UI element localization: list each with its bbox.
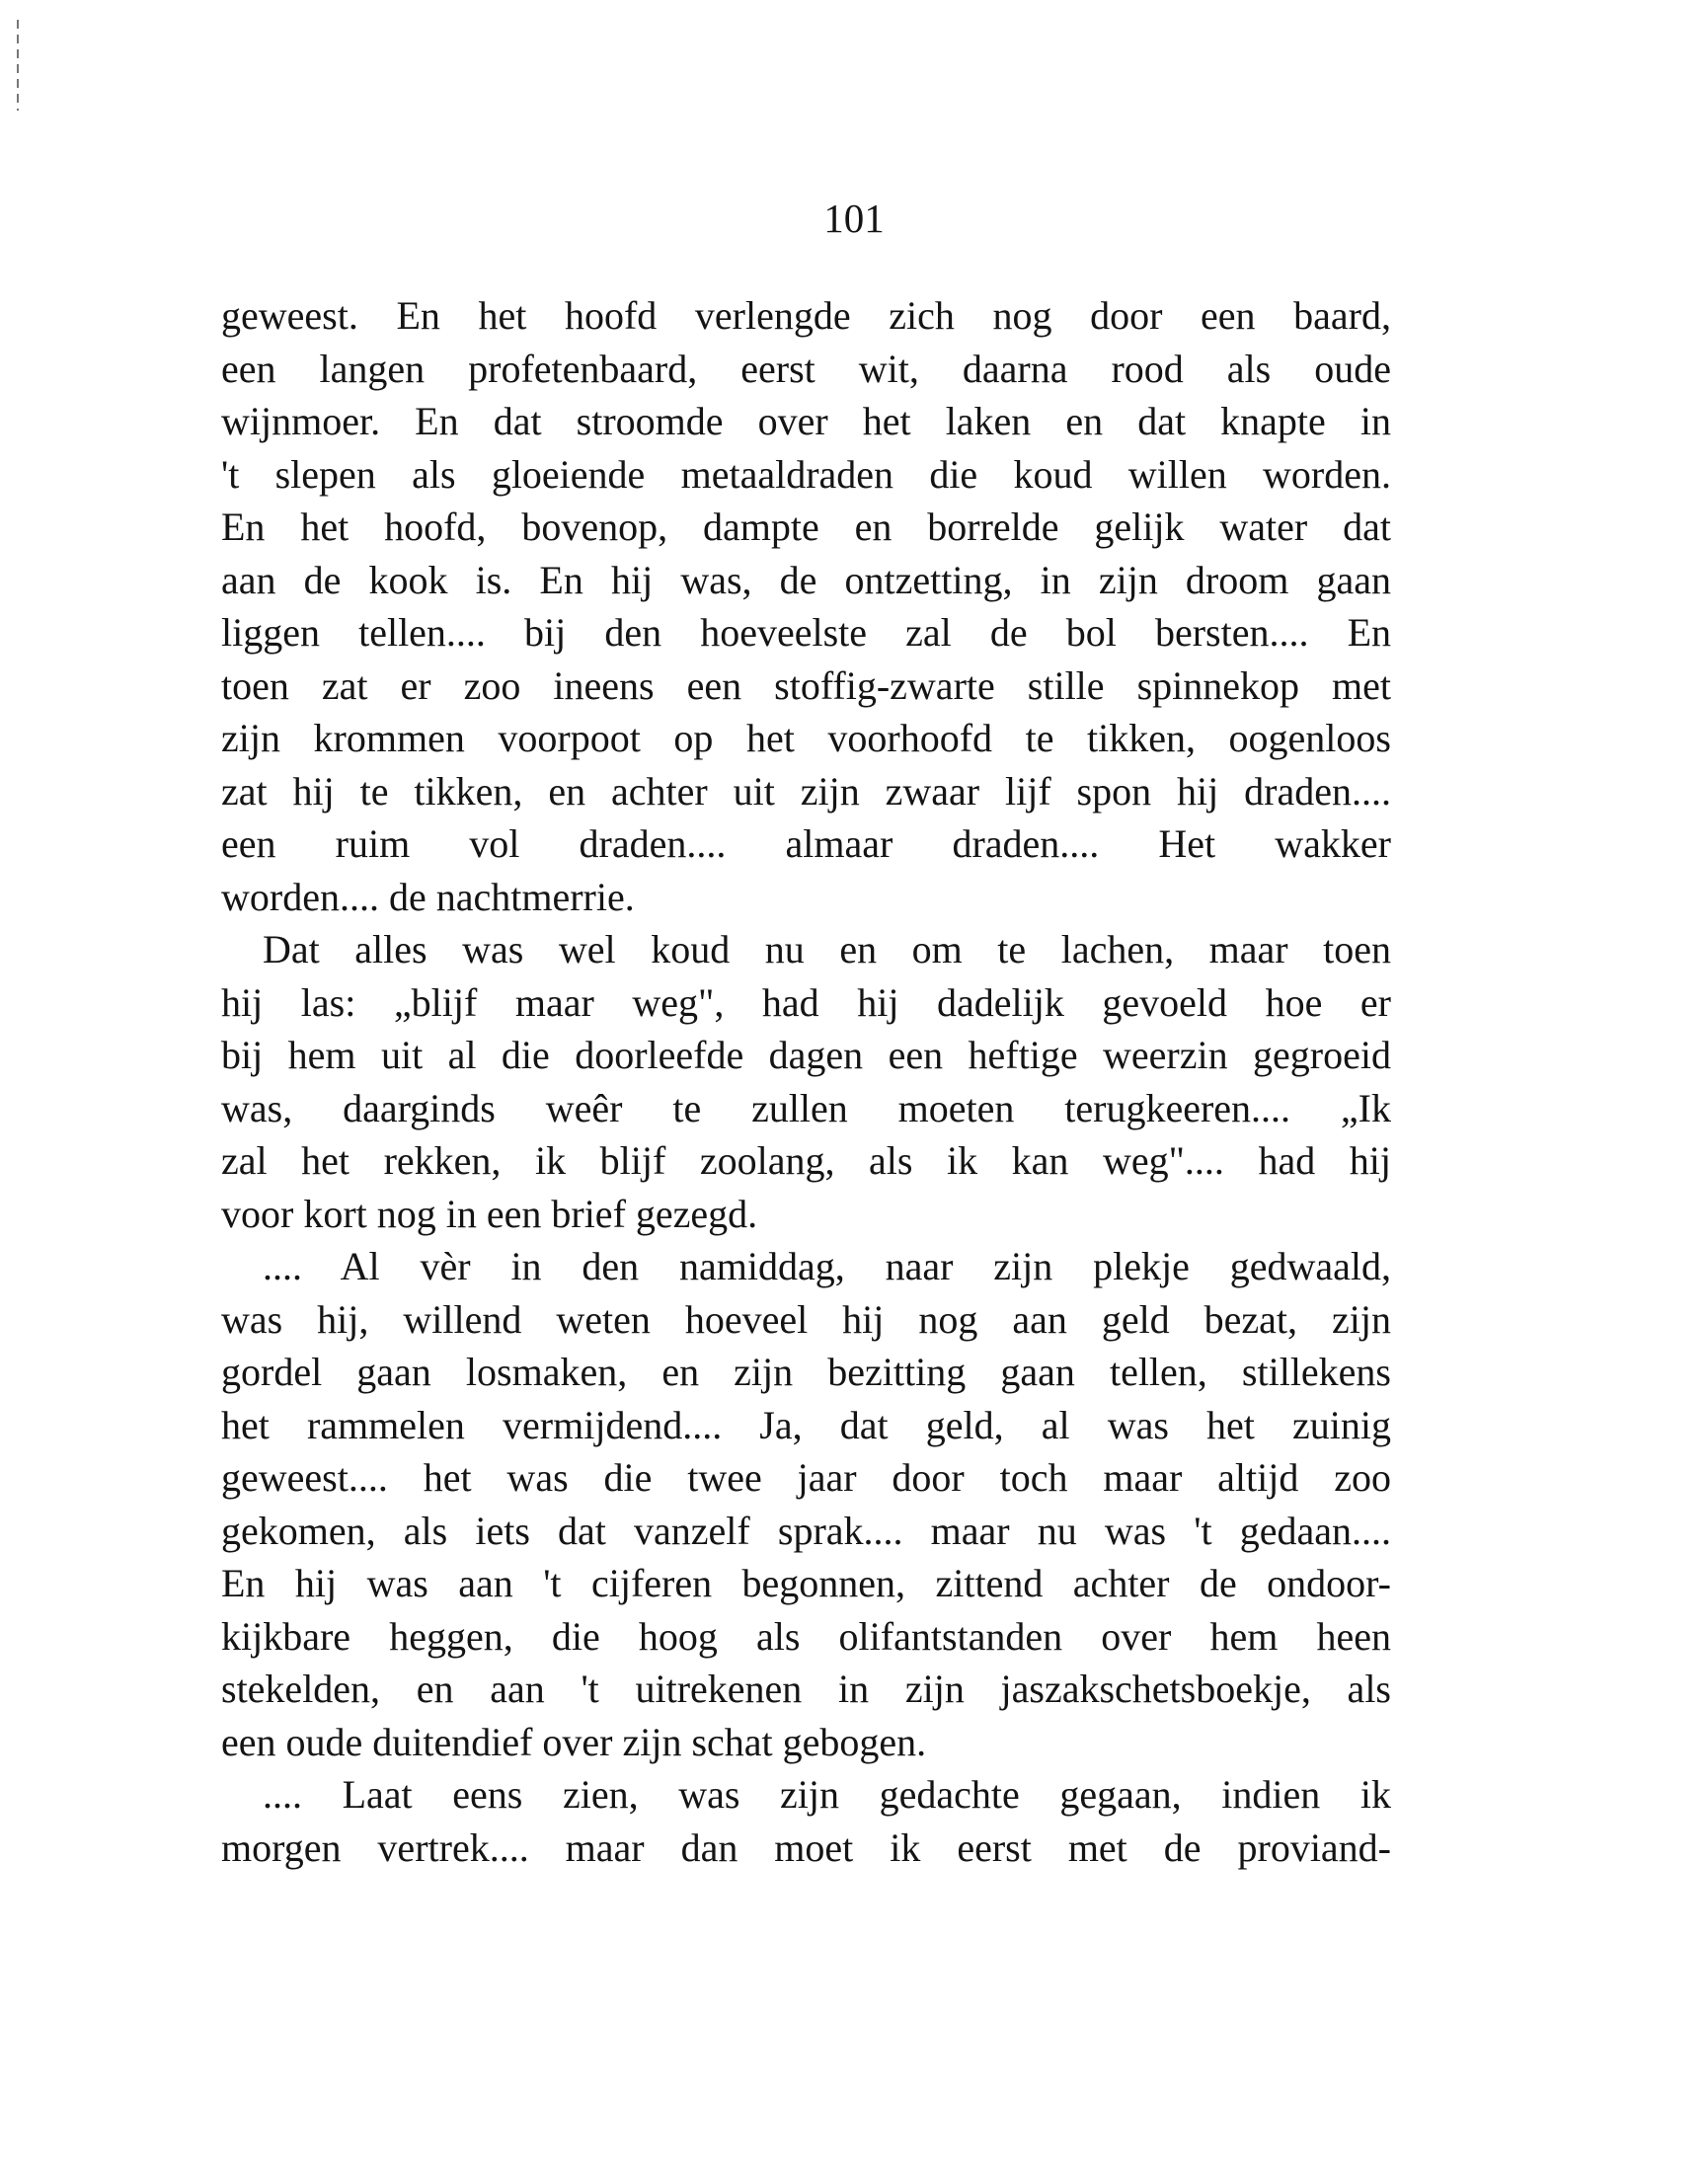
text-line: .... Laat eens zien, was zijn gedachte gegaan, indien ik [263, 1772, 1391, 1817]
paragraph-4 [221, 1768, 1391, 1874]
text-line: 't slepen als gloeiende metaaldraden die koud willen worden. [221, 451, 1391, 497]
text-line: was, daarginds weêr te zullen moeten terugkeeren.... „Ik [221, 1085, 1391, 1130]
text-line: een ruim vol draden.... almaar draden.... Het wakker [221, 821, 1391, 866]
text-line: worden.... de nachtmerrie. [221, 874, 635, 919]
text-line: .... Al vèr in den namiddag, naar zijn plekje gedwaald, [263, 1244, 1391, 1288]
text-line: aan de kook is. En hij was, de ontzetting, in zijn droom gaan [221, 557, 1391, 602]
text-line: morgen vertrek.... maar dan moet ik eerst met de proviand- [221, 1824, 1391, 1870]
text-line: een langen profetenbaard, eerst wit, daarna rood als oude [221, 346, 1391, 391]
text-line: En het hoofd, bovenop, dampte en borrelde gelijk water dat [221, 504, 1391, 549]
text-line: voor kort nog in een brief gezegd. [221, 1191, 758, 1236]
text-line: geweest.... het was die twee jaar door toch maar altijd zoo [221, 1455, 1391, 1500]
text-line: gordel gaan losmaken, en zijn bezitting gaan tellen, stillekens [221, 1350, 1391, 1394]
text-line: hij las: „blijf maar weg", had hij dadelijk gevoeld hoe er [221, 979, 1391, 1025]
text-line: was hij, willend weten hoeveel hij nog aan geld bezat, zijn [221, 1296, 1391, 1342]
text-line: het rammelen vermijdend.... Ja, dat geld, al was het zuinig [221, 1402, 1391, 1447]
text-line: toen zat er zoo ineens een stoffig-zwarte stille spinnekop met [221, 662, 1391, 708]
text-line: zijn krommen voorpoot op het voorhoofd te tikken, oogenloos [221, 716, 1391, 760]
text-line: zat hij te tikken, en achter uit zijn zwaar lijf spon hij draden.... [221, 768, 1391, 814]
page-number: 101 [823, 195, 885, 241]
text-line: wijnmoer. En dat stroomde over het laken en dat knapte in [221, 399, 1391, 443]
text-line: Dat alles was wel koud nu en om te lachen, maar toen [263, 927, 1391, 971]
text-line: bij hem uit al die doorleefde dagen een heftige weerzin gegroeid [221, 1033, 1391, 1077]
paragraph-1 [221, 289, 1391, 923]
body-text [221, 289, 1391, 1874]
text-line: geweest. En het hoofd verlengde zich nog door een baard, [221, 293, 1391, 338]
paragraph-2 [221, 923, 1391, 1240]
margin-scan-mark [17, 20, 19, 111]
text-line: stekelden, en aan 't uitrekenen in zijn jaszakschetsboekje, als [221, 1667, 1391, 1711]
text-line: liggen tellen.... bij den hoeveelste zal de bol bersten.... En [221, 610, 1391, 655]
text-line: kijkbare heggen, die hoog als olifantstanden over hem heen [221, 1613, 1391, 1659]
text-line: zal het rekken, ik blijf zoolang, als ik kan weg".... had hij [221, 1138, 1391, 1183]
text-line: En hij was aan 't cijferen begonnen, zittend achter de ondoor- [221, 1561, 1391, 1605]
text-line: een oude duitendief over zijn schat gebogen. [221, 1719, 927, 1764]
text-line: gekomen, als iets dat vanzelf sprak.... maar nu was 't gedaan.... [221, 1508, 1391, 1553]
paragraph-3 [221, 1240, 1391, 1768]
